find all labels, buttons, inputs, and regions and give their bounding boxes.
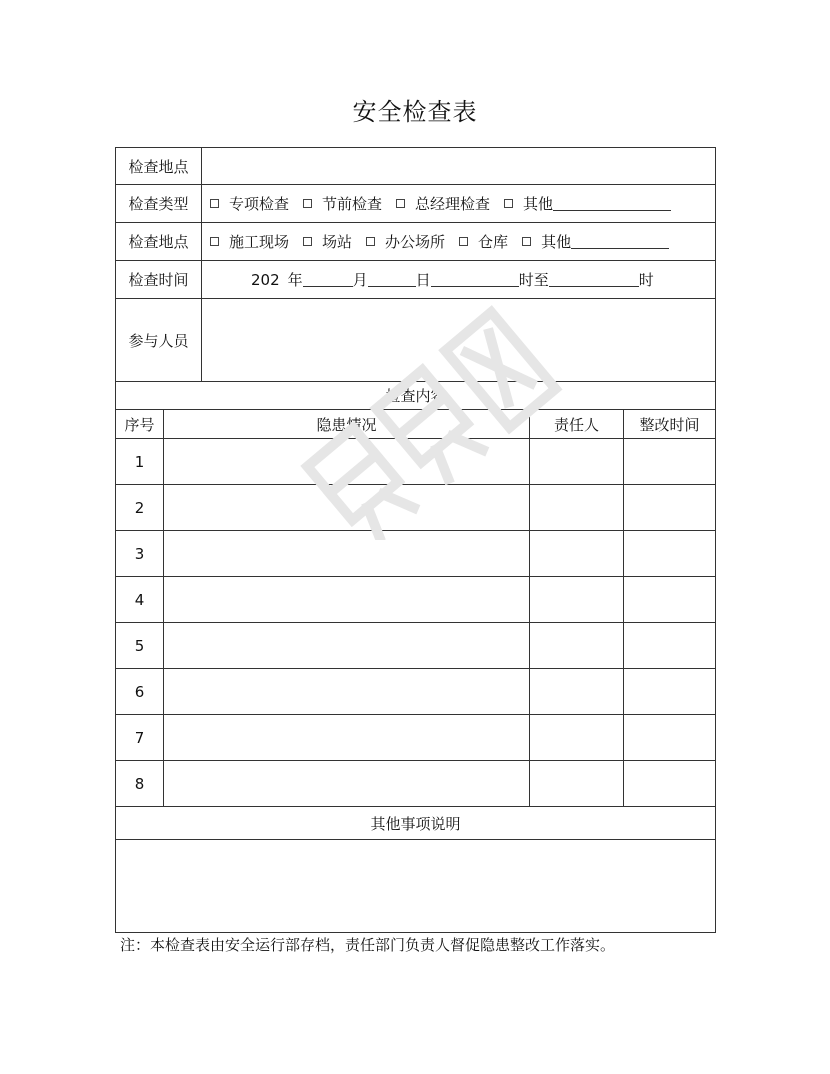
type-option-special[interactable]: 专项检查 (210, 193, 289, 214)
owner-cell[interactable] (530, 577, 624, 622)
deadline-cell[interactable] (624, 669, 715, 714)
deadline-cell[interactable] (624, 485, 715, 530)
row-number: 1 (116, 439, 164, 484)
table-row (115, 531, 716, 577)
checkbox-icon[interactable] (366, 237, 375, 246)
month-blank[interactable] (303, 272, 353, 287)
table-row (115, 577, 716, 623)
row-number: 8 (116, 761, 164, 806)
location-label: 检查地点 (116, 148, 202, 184)
content-heading: 检查内容 (115, 382, 716, 410)
participants-row (115, 299, 716, 382)
other-notes-field[interactable] (115, 840, 716, 933)
place-option-station[interactable]: 场站 (303, 231, 352, 252)
issue-cell[interactable] (164, 623, 530, 668)
owner-cell[interactable] (530, 623, 624, 668)
issue-cell[interactable] (164, 669, 530, 714)
place-other-blank[interactable] (571, 234, 669, 249)
participants-field[interactable] (202, 299, 715, 381)
checkbox-icon[interactable] (459, 237, 468, 246)
checkbox-icon[interactable] (396, 199, 405, 208)
deadline-cell[interactable] (624, 577, 715, 622)
row-number: 3 (116, 531, 164, 576)
row-number: 5 (116, 623, 164, 668)
owner-cell[interactable] (530, 715, 624, 760)
table-row (115, 623, 716, 669)
time-field (202, 261, 715, 298)
deadline-cell[interactable] (624, 715, 715, 760)
deadline-cell[interactable] (624, 623, 715, 668)
time-month-unit: 月 (352, 271, 368, 289)
owner-cell[interactable] (530, 669, 624, 714)
inspection-info-block (115, 147, 716, 382)
issue-cell[interactable] (164, 715, 530, 760)
checkbox-icon[interactable] (504, 199, 513, 208)
location-field[interactable] (202, 148, 715, 184)
issue-cell[interactable] (164, 531, 530, 576)
table-row (115, 439, 716, 485)
row-number: 6 (116, 669, 164, 714)
type-label: 检查类型 (116, 185, 202, 222)
table-row (115, 485, 716, 531)
type-option-holiday[interactable]: 节前检查 (303, 193, 382, 214)
place-row (115, 223, 716, 261)
owner-cell[interactable] (530, 485, 624, 530)
checkbox-icon[interactable] (303, 237, 312, 246)
table-row (115, 715, 716, 761)
issue-cell[interactable] (164, 485, 530, 530)
time-year-unit: 年 (287, 271, 303, 289)
place-option-other[interactable]: 其他 (522, 231, 669, 252)
place-option-site[interactable]: 施工现场 (210, 231, 289, 252)
header-no: 序号 (116, 410, 164, 438)
day-blank[interactable] (368, 272, 416, 287)
header-deadline: 整改时间 (639, 415, 700, 434)
owner-cell[interactable] (530, 531, 624, 576)
type-option-other[interactable]: 其他 (504, 193, 671, 214)
place-label: 检查地点 (116, 223, 202, 260)
footer-note: 注：本检查表由安全运行部存档，责任部门负责人督促隐患整改工作落实。 (120, 936, 616, 954)
hazard-table (115, 410, 716, 807)
checkbox-icon[interactable] (522, 237, 531, 246)
header-issue: 隐患情况 (164, 410, 530, 438)
issue-cell[interactable] (164, 577, 530, 622)
start-hour-blank[interactable] (431, 272, 519, 287)
deadline-cell[interactable] (624, 761, 715, 806)
owner-cell[interactable] (530, 761, 624, 806)
deadline-cell[interactable] (624, 439, 715, 484)
type-row (115, 185, 716, 223)
other-heading: 其他事项说明 (115, 807, 716, 840)
table-row (115, 761, 716, 807)
page-title: 安全检查表 (352, 98, 478, 126)
time-from-unit: 时至 (518, 271, 549, 289)
participants-label: 参与人员 (116, 299, 202, 381)
place-options (202, 223, 715, 260)
place-option-warehouse[interactable]: 仓库 (459, 231, 508, 252)
table-header-row (115, 410, 716, 439)
time-to-unit: 时 (638, 271, 654, 289)
time-row (115, 261, 716, 299)
type-option-gm[interactable]: 总经理检查 (396, 193, 490, 214)
type-options (202, 185, 715, 222)
place-option-office[interactable]: 办公场所 (366, 231, 445, 252)
issue-cell[interactable] (164, 761, 530, 806)
location-row (115, 147, 716, 185)
checkbox-icon[interactable] (303, 199, 312, 208)
header-owner: 责任人 (530, 410, 624, 438)
table-row (115, 669, 716, 715)
time-day-unit: 日 (415, 271, 431, 289)
time-year: 202 (251, 270, 280, 289)
owner-cell[interactable] (530, 439, 624, 484)
deadline-cell[interactable] (624, 531, 715, 576)
row-number: 4 (116, 577, 164, 622)
checkbox-icon[interactable] (210, 237, 219, 246)
row-number: 7 (116, 715, 164, 760)
type-other-blank[interactable] (553, 196, 671, 211)
end-hour-blank[interactable] (549, 272, 639, 287)
row-number: 2 (116, 485, 164, 530)
issue-cell[interactable] (164, 439, 530, 484)
checkbox-icon[interactable] (210, 199, 219, 208)
time-label: 检查时间 (116, 261, 202, 298)
